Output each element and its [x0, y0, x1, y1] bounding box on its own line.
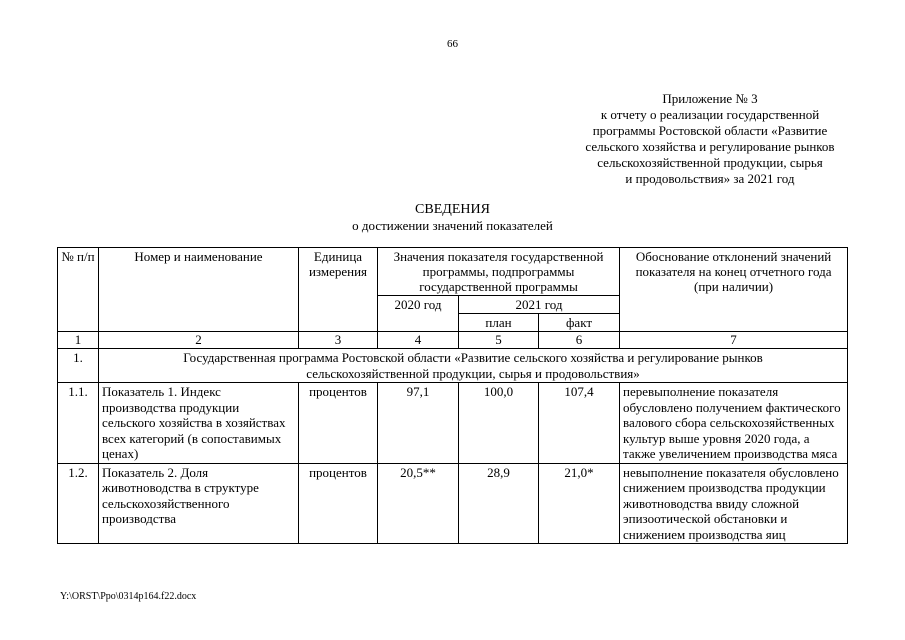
- row-number: 1.1.: [58, 383, 99, 464]
- annex-block: [540, 91, 880, 187]
- column-number: 7: [620, 332, 848, 349]
- value-fact: 107,4: [539, 383, 620, 464]
- deviation-reason: невыполнение показателя обусловлено снижением производства продукции животноводства ввиду сложной эпизоотической обстановки и снижением производства яиц: [620, 463, 848, 544]
- header-plan: план: [459, 314, 539, 332]
- header-fact: факт: [539, 314, 620, 332]
- header-col-unit: Единица измерения: [299, 248, 378, 332]
- annex-line: к отчету о реализации государственной: [600, 107, 820, 122]
- table-row: [58, 383, 848, 464]
- indicator-unit: процентов: [299, 463, 378, 544]
- value-2020: 20,5**: [378, 463, 459, 544]
- row-number: 1.2.: [58, 463, 99, 544]
- document-subtitle: о достижении значений показателей: [352, 218, 553, 233]
- value-plan: 100,0: [459, 383, 539, 464]
- program-row: [58, 349, 848, 383]
- annex-line: и продовольствия» за 2021 год: [625, 171, 795, 186]
- column-number: 1: [58, 332, 99, 349]
- page-number: 66: [447, 38, 458, 50]
- annex-line: сельского хозяйства и регулирование рынков: [585, 139, 835, 154]
- value-fact: 21,0*: [539, 463, 620, 544]
- row-number: 1.: [58, 349, 99, 383]
- column-number: 3: [299, 332, 378, 349]
- value-plan: 28,9: [459, 463, 539, 544]
- value-2020: 97,1: [378, 383, 459, 464]
- indicators-table: [57, 247, 848, 544]
- column-number: 2: [99, 332, 299, 349]
- column-number: 6: [539, 332, 620, 349]
- file-path-footer: Y:\ORST\Ppo\0314p164.f22.docx: [60, 591, 197, 602]
- indicator-name: Показатель 2. Доля животноводства в структуре сельскохозяйственного производства: [99, 463, 299, 544]
- column-number: 4: [378, 332, 459, 349]
- header-col-name: Номер и наименование: [99, 248, 299, 332]
- header-year-prev: 2020 год: [378, 296, 459, 332]
- deviation-reason: перевыполнение показателя обусловлено получением фактического валового сбора сельскохозяйственных культур выше уровня 2020 года, а также увеличением производства мяса: [620, 383, 848, 464]
- column-number: 5: [459, 332, 539, 349]
- column-numbers-row: [58, 332, 848, 349]
- header-year-cur: 2021 год: [459, 296, 620, 314]
- table-row: [58, 463, 848, 544]
- header-col-reason: Обоснование отклонений значений показателя на конец отчетного года (при наличии): [620, 248, 848, 332]
- annex-line: сельскохозяйственной продукции, сырья: [597, 155, 823, 170]
- annex-line: программы Ростовской области «Развитие: [592, 123, 828, 138]
- indicator-unit: процентов: [299, 383, 378, 464]
- document-title: СВЕДЕНИЯ: [415, 202, 490, 217]
- header-col-no: № п/п: [58, 248, 99, 332]
- header-col-values: Значения показателя государственной программы, подпрограммы государственной программы: [378, 248, 620, 296]
- header-row: [58, 248, 848, 296]
- indicator-name: Показатель 1. Индекс производства продукции сельского хозяйства в хозяйствах всех категорий (в сопоставимых ценах): [99, 383, 299, 464]
- program-name: Государственная программа Ростовской области «Развитие сельского хозяйства и регулирование рынков сельскохозяйственной продукции, сырья и продовольствия»: [99, 349, 848, 383]
- annex-line: Приложение № 3: [662, 91, 758, 106]
